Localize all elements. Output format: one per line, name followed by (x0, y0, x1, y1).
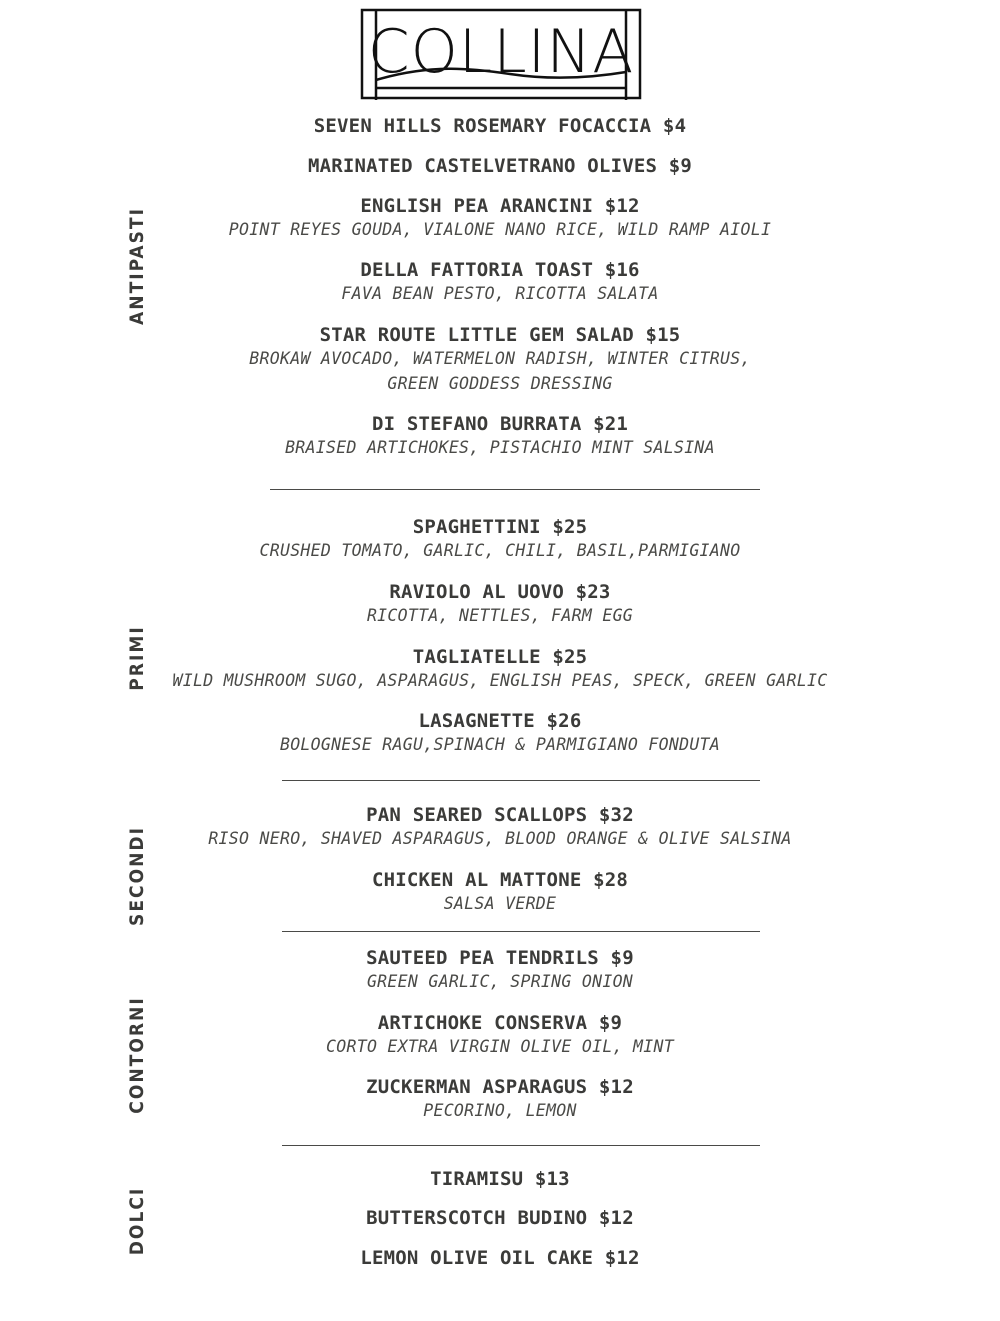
item-description: RISO NERO, SHAVED ASPARAGUS, BLOOD ORANGE & OLIVE SALSINA (208, 829, 792, 848)
item-description: WILD MUSHROOM SUGO, ASPARAGUS, ENGLISH PEAS, SPECK, GREEN GARLIC (172, 671, 828, 690)
menu-item (0, 1246, 1000, 1270)
item-name: TAGLIATELLE $25 (412, 646, 588, 668)
item-name: ARTICHOKE CONSERVA $9 (377, 1012, 623, 1034)
item-description: BRAISED ARTICHOKES, PISTACHIO MINT SALSINA (285, 438, 715, 457)
item-name: PAN SEARED SCALLOPS $32 (366, 804, 634, 826)
item-description: BROKAW AVOCADO, WATERMELON RADISH, WINTER CITRUS, (249, 349, 751, 368)
menu-item (0, 154, 1000, 178)
section-divider (270, 489, 760, 490)
menu-item (0, 412, 1000, 461)
menu-item (0, 868, 1000, 917)
item-name: LEMON OLIVE OIL CAKE $12 (360, 1247, 640, 1269)
item-description: CRUSHED TOMATO, GARLIC, CHILI, BASIL,PARMIGIANO (259, 541, 741, 560)
section-divider (282, 1145, 760, 1146)
section-label-secondi: SECONDI (126, 826, 148, 926)
menu-item (0, 803, 1000, 852)
section-label-contorni: CONTORNI (126, 996, 148, 1114)
item-name: STAR ROUTE LITTLE GEM SALAD $15 (319, 324, 681, 346)
item-name: TIRAMISU $13 (430, 1168, 570, 1190)
menu-item (0, 323, 1000, 396)
item-description: POINT REYES GOUDA, VIALONE NANO RICE, WILD RAMP AIOLI (228, 220, 772, 239)
menu-item (0, 114, 1000, 138)
item-description: BOLOGNESE RAGU,SPINACH & PARMIGIANO FONDUTA (279, 735, 721, 754)
menu-item (0, 194, 1000, 243)
menu-item (0, 258, 1000, 307)
item-description: CORTO EXTRA VIRGIN OLIVE OIL, MINT (326, 1037, 674, 1056)
menu-item (0, 709, 1000, 758)
item-name: SEVEN HILLS ROSEMARY FOCACCIA $4 (313, 115, 687, 137)
item-description: GREEN GODDESS DRESSING (387, 373, 613, 393)
menu-item (0, 645, 1000, 694)
item-name: SPAGHETTINI $25 (412, 516, 588, 538)
item-description: FAVA BEAN PESTO, RICOTTA SALATA (341, 284, 659, 303)
menu-item (0, 515, 1000, 564)
section-divider (282, 931, 760, 932)
collina-logo (360, 8, 642, 102)
item-name: DI STEFANO BURRATA $21 (371, 413, 629, 435)
logo-text: COLLINA (367, 17, 635, 87)
item-description: GREEN GARLIC, SPRING ONION (366, 972, 634, 991)
menu-item (0, 946, 1000, 995)
item-name: ZUCKERMAN ASPARAGUS $12 (366, 1076, 634, 1098)
section-label-antipasti: ANTIPASTI (126, 207, 148, 325)
section-label-dolci: DOLCI (126, 1186, 148, 1256)
menu-item (0, 1206, 1000, 1230)
item-name: ENGLISH PEA ARANCINI $12 (360, 195, 640, 217)
item-name: RAVIOLO AL UOVO $23 (389, 581, 611, 603)
item-name: MARINATED CASTELVETRANO OLIVES $9 (307, 155, 693, 177)
item-description: SALSA VERDE (443, 894, 557, 913)
item-description: PECORINO, LEMON (423, 1101, 577, 1120)
section-label-primi: PRIMI (126, 625, 148, 691)
menu-item (0, 1167, 1000, 1191)
item-name: DELLA FATTORIA TOAST $16 (360, 259, 640, 281)
item-name: SAUTEED PEA TENDRILS $9 (366, 947, 634, 969)
item-description: RICOTTA, NETTLES, FARM EGG (366, 606, 634, 625)
menu-item (0, 1011, 1000, 1060)
menu-item (0, 1075, 1000, 1124)
section-divider (282, 780, 760, 781)
item-name: BUTTERSCOTCH BUDINO $12 (366, 1207, 634, 1229)
item-name: LASAGNETTE $26 (418, 710, 582, 732)
menu-item (0, 580, 1000, 629)
item-name: CHICKEN AL MATTONE $28 (371, 869, 629, 891)
